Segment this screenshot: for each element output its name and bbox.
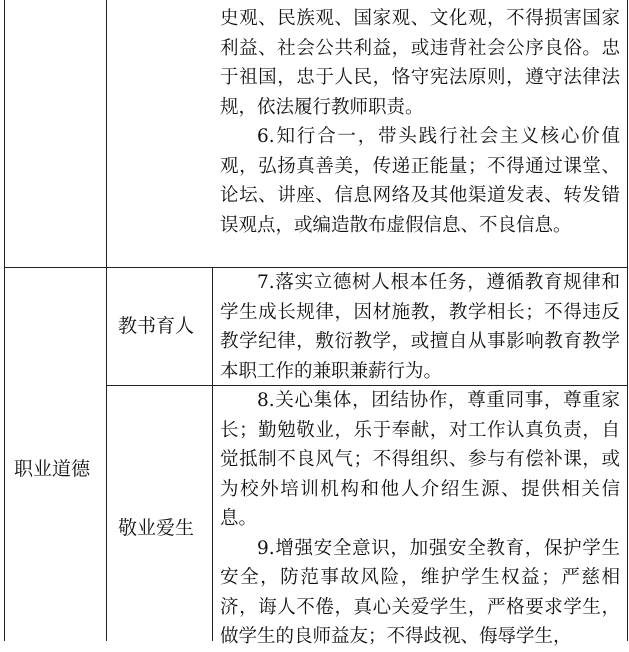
subcategory-label-dedication: 敬业爱生 — [118, 517, 195, 539]
paragraph-6: 6.知行合一，带头践行社会主义核心价值观，弘扬真善美，传递正能量；不得通过课堂、论坛、讲座、信息网络及其他渠道发表、转发错误观点，或编造散布虚假信息、不良信息。 — [220, 126, 620, 236]
content-cell-row-3 — [220, 386, 620, 652]
table-right-border — [627, 0, 628, 641]
paragraph-5-continued: 史观、民族观、国家观、文化观，不得损害国家利益、社会公共利益，或违背社会公序良俗。忠于祖国，忠于人民，恪守宪法原则，遵守法律法规，依法履行教师职责。 — [220, 8, 620, 118]
paragraph-7: 7.落实立德树人根本任务，遵循教育规律和学生成长规律，因材施教，教学相长；不得违反教学纪律，敷衍教学，或擅自从事影响教育教学本职工作的兼职兼薪行为。 — [220, 272, 620, 382]
category-label: 职业道德 — [14, 458, 91, 480]
column-divider-subcategory — [212, 267, 213, 641]
paragraph-9: 9.增强安全意识，加强安全教育，保护学生安全，防范事故风险，维护学生权益；严慈相济，诲人不倦，真心关爱学生，严格要求学生，做学生的良师益友；不得歧视、侮辱学生， — [220, 537, 620, 647]
content-cell-row-2 — [220, 268, 620, 386]
paragraph-8: 8.关心集体，团结协作，尊重同事，尊重家长；勤勉敬业，乐于奉献，对工作认真负责，自觉抵制不良风气；不得组织、参与有偿补课，或为校外培训机构和他人介绍生源、提供相关信息。 — [220, 390, 620, 529]
table-left-border — [4, 0, 5, 641]
subcategory-label-teaching: 教书育人 — [118, 315, 195, 337]
column-divider-category — [106, 0, 107, 641]
content-cell-row-1 — [220, 4, 620, 240]
